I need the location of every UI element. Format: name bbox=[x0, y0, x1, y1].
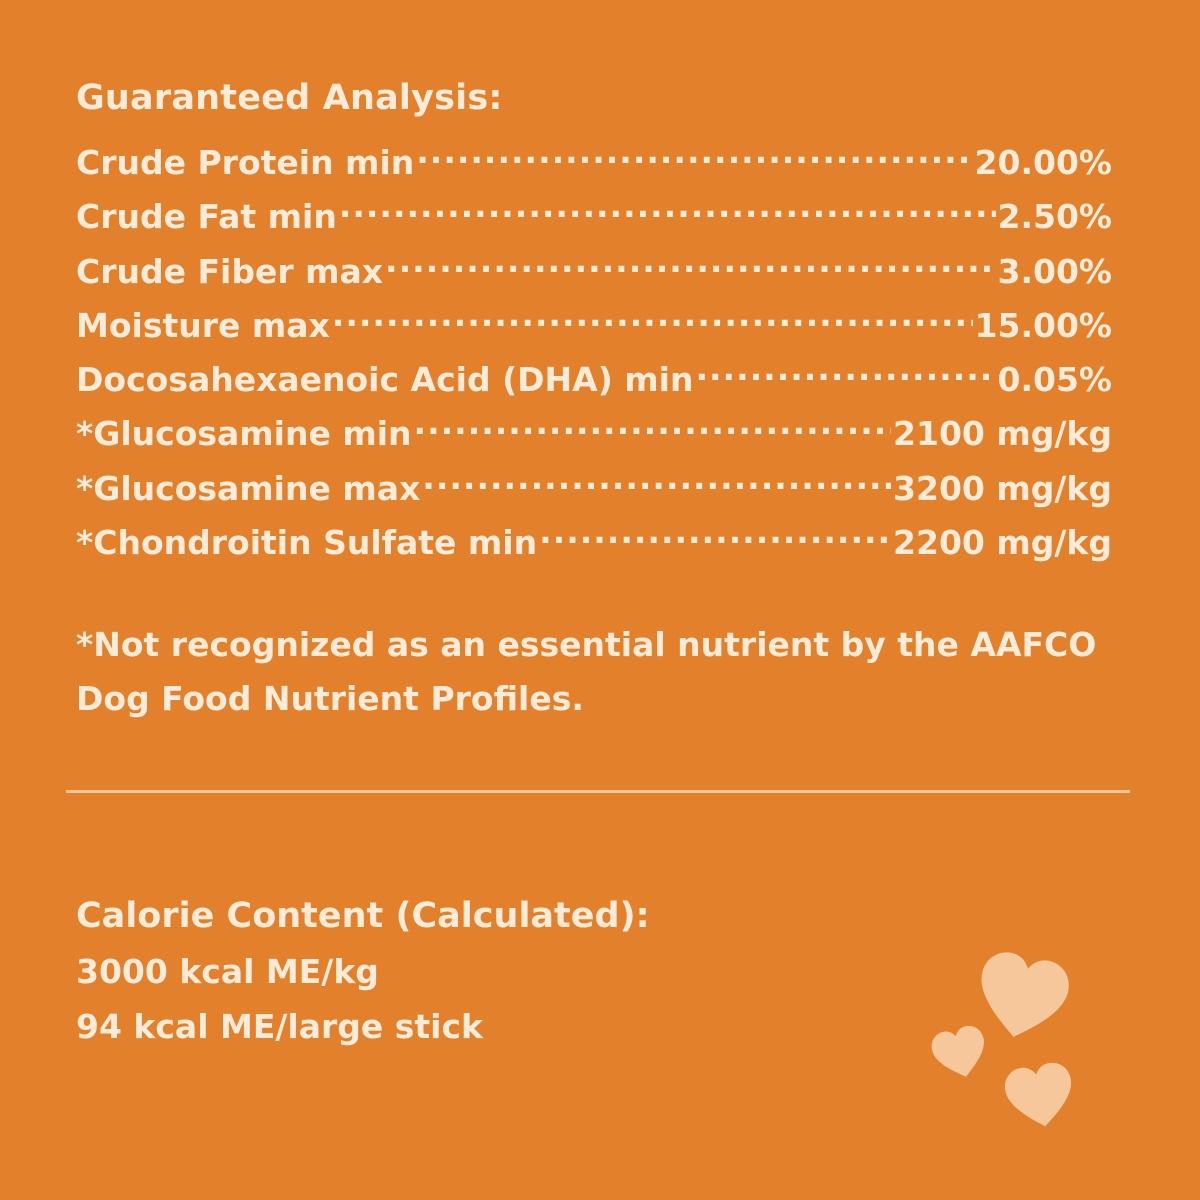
heart-icon bbox=[1002, 1062, 1078, 1130]
analysis-row bbox=[76, 510, 1112, 564]
calorie-content-heading: Calorie Content (Calculated): bbox=[76, 896, 650, 936]
analysis-value: 2100 mg/kg bbox=[893, 414, 1112, 454]
dot-leader bbox=[414, 401, 891, 445]
dot-leader bbox=[385, 239, 995, 283]
analysis-label: *Glucosamine min bbox=[76, 414, 412, 454]
analysis-row bbox=[76, 401, 1112, 455]
dot-leader bbox=[422, 456, 891, 500]
analysis-label: *Glucosamine max bbox=[76, 468, 421, 508]
analysis-row bbox=[76, 130, 1112, 184]
analysis-value: 3200 mg/kg bbox=[893, 468, 1112, 508]
analysis-row bbox=[76, 239, 1112, 293]
dot-leader bbox=[339, 184, 996, 228]
analysis-label: Crude Fat min bbox=[76, 197, 337, 237]
analysis-row bbox=[76, 184, 1112, 238]
dot-leader bbox=[695, 347, 995, 391]
guaranteed-analysis-heading: Guaranteed Analysis: bbox=[76, 78, 503, 118]
analysis-value: 2200 mg/kg bbox=[893, 523, 1112, 563]
calorie-per-stick: 94 kcal ME/large stick bbox=[76, 1007, 484, 1046]
section-divider bbox=[66, 790, 1130, 793]
dot-leader bbox=[332, 293, 973, 337]
analysis-label: Crude Protein min bbox=[76, 143, 415, 182]
analysis-label: Docosahexaenoic Acid (DHA) min bbox=[76, 360, 694, 400]
analysis-label: Crude Fiber max bbox=[76, 251, 384, 291]
dot-leader bbox=[539, 510, 891, 554]
analysis-label: *Chondroitin Sulfate min bbox=[76, 523, 538, 563]
analysis-value: 0.05% bbox=[997, 360, 1112, 400]
aafco-footnote: *Not recognized as an essential nutrient by the AAFCO Dog Food Nutrient Profiles. bbox=[76, 625, 1097, 718]
calorie-per-kg: 3000 kcal ME/kg bbox=[76, 952, 379, 991]
dot-leader bbox=[416, 130, 972, 174]
analysis-value: 20.00% bbox=[974, 143, 1112, 182]
analysis-row bbox=[76, 456, 1112, 510]
analysis-row bbox=[76, 347, 1112, 401]
analysis-label: Moisture max bbox=[76, 305, 330, 345]
analysis-row bbox=[76, 293, 1112, 347]
analysis-value: 3.00% bbox=[997, 251, 1112, 291]
heart-icon bbox=[930, 1026, 990, 1080]
analysis-value: 15.00% bbox=[974, 305, 1112, 345]
guaranteed-analysis-list bbox=[76, 130, 1112, 564]
analysis-value: 2.50% bbox=[997, 197, 1112, 237]
